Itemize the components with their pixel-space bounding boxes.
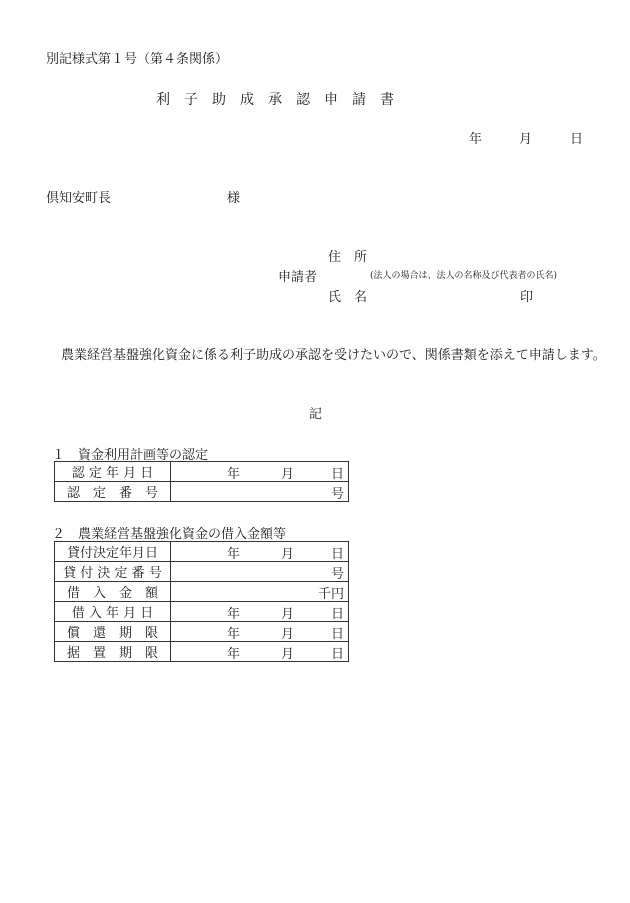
row-label: 据 置 期 限	[55, 642, 171, 662]
ki-heading: 記	[309, 407, 323, 422]
table-row	[55, 542, 349, 562]
date-day-unit: 日	[330, 467, 344, 482]
date-year-unit: 年	[227, 607, 241, 622]
row-label: 認 定 年 月 日	[55, 462, 171, 482]
row-value-field[interactable]	[171, 482, 349, 502]
applicant-label: 申請者	[278, 270, 318, 285]
date-day-unit: 日	[330, 647, 344, 662]
value-suffix: 千円	[317, 587, 344, 602]
loan-table	[54, 541, 349, 662]
seal-mark: 印	[520, 290, 534, 305]
section2-heading: ２ 農業経営基盤強化資金の借入金額等	[52, 527, 287, 542]
date-month-unit: 月	[281, 547, 295, 562]
table-row	[55, 602, 349, 622]
date-year-unit: 年	[227, 547, 241, 562]
date-day-unit: 日	[330, 607, 344, 622]
applicant-note: (法人の場合は、法人の名称及び代表者の氏名)	[370, 271, 558, 281]
row-value-field[interactable]	[171, 602, 349, 622]
value-suffix: 号	[330, 487, 344, 502]
table-row	[55, 622, 349, 642]
row-value-field[interactable]	[171, 542, 349, 562]
document-title: 利 子 助 成 承 認 申 請 書	[156, 92, 394, 108]
request-text: 農業経営基盤強化資金に係る利子助成の承認を受けたいので、関係書類を添えて申請します。	[61, 348, 606, 363]
row-label: 借 入 金 額	[55, 582, 171, 602]
row-label: 認 定 番 号	[55, 482, 171, 502]
table-row	[55, 482, 349, 502]
date-year-unit: 年	[227, 627, 241, 642]
date-month-unit: 月	[281, 647, 295, 662]
honorific-sama: 様	[227, 191, 241, 206]
name-label: 氏 名	[328, 290, 368, 305]
row-label: 償 還 期 限	[55, 622, 171, 642]
date-day-unit: 日	[330, 547, 344, 562]
row-label: 貸付決定年月日	[55, 542, 171, 562]
date-month-unit: 月	[519, 132, 533, 147]
date-year-unit: 年	[469, 132, 483, 147]
date-month-unit: 月	[281, 607, 295, 622]
row-label: 貸 付 決 定 番 号	[55, 562, 171, 582]
addressee: 倶知安町長	[46, 191, 112, 206]
date-year-unit: 年	[227, 647, 241, 662]
row-label: 借 入 年 月 日	[55, 602, 171, 622]
table-row	[55, 462, 349, 482]
address-label: 住 所	[328, 250, 368, 265]
section1-heading: １ 資金利用計画等の認定	[52, 448, 209, 463]
value-suffix: 号	[330, 567, 344, 582]
row-value-field[interactable]	[171, 582, 349, 602]
date-day-unit: 日	[570, 132, 584, 147]
date-day-unit: 日	[330, 627, 344, 642]
form-reference: 別記様式第１号（第４条関係）	[46, 52, 229, 67]
date-month-unit: 月	[281, 467, 295, 482]
row-value-field[interactable]	[171, 562, 349, 582]
date-year-unit: 年	[227, 467, 241, 482]
row-value-field[interactable]	[171, 462, 349, 482]
table-row	[55, 642, 349, 662]
table-row	[55, 582, 349, 602]
certification-table	[54, 461, 349, 502]
row-value-field[interactable]	[171, 642, 349, 662]
date-month-unit: 月	[281, 627, 295, 642]
row-value-field[interactable]	[171, 622, 349, 642]
table-row	[55, 562, 349, 582]
